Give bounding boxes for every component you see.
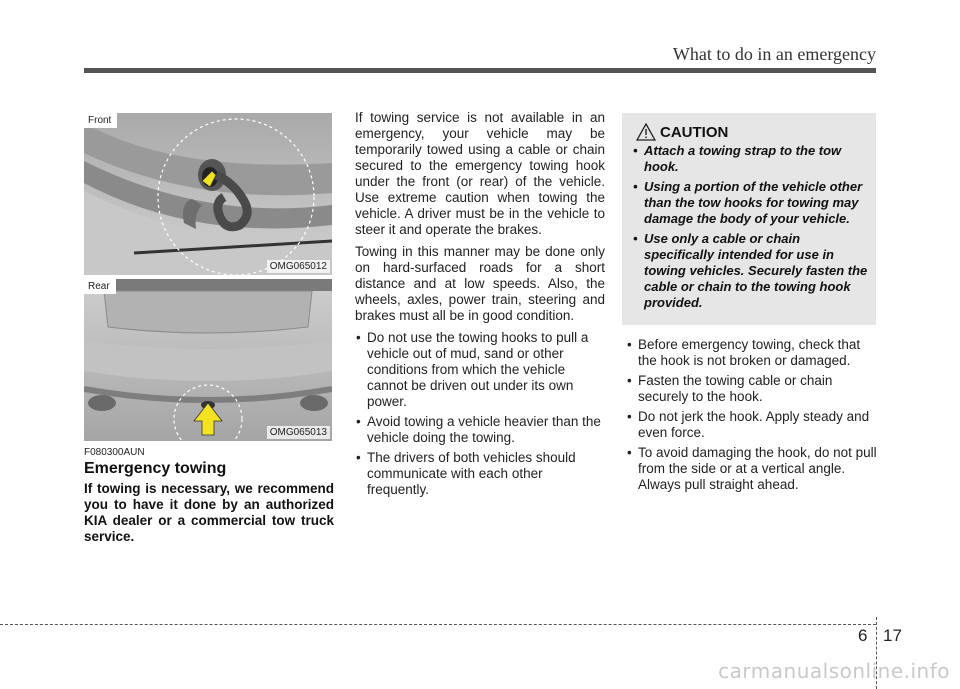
front-tow-hook-figure bbox=[84, 113, 332, 275]
list-item: • Attach a towing strap to the tow hook. bbox=[632, 143, 868, 175]
header-rule bbox=[84, 68, 876, 73]
list-item: • Fasten the towing cable or chain securely to the hook. bbox=[626, 373, 878, 405]
list-item: • Use only a cable or chain specifically intended for use in towing vehicles. Securely fasten the cable or chain to the towing hook provided. bbox=[632, 231, 868, 311]
list-item: • Using a portion of the vehicle other than the tow hooks for towing may damage the body of your vehicle. bbox=[632, 179, 868, 227]
rear-figure-code: OMG065013 bbox=[267, 426, 330, 439]
paragraph: Towing in this manner may be done only on hard-surfaced roads for a short distance and at low speeds. Also, the wheels, axles, power train, steering and brakes must all be in good condition. bbox=[355, 244, 605, 323]
chapter-number: 6 bbox=[858, 626, 868, 645]
footer-rule bbox=[0, 624, 876, 625]
front-label: Front bbox=[84, 113, 117, 128]
list-item: • Do not use the towing hooks to pull a vehicle out of mud, sand or other conditions from which the vehicle cannot be driven out under its own power. bbox=[355, 330, 605, 410]
front-bumper-illustration bbox=[84, 113, 332, 275]
page-number: 17 bbox=[883, 626, 902, 645]
page-header-title: What to do in an emergency bbox=[672, 44, 876, 64]
paragraph: If towing service is not available in an emergency, your vehicle may be temporarily towed using a cable or chain secured to the emergency towing hook under the front (or rear) of the vehicle. Use extreme caution when towing the vehicle. A driver must be in the vehicle to steer it and operate the brakes. bbox=[355, 110, 605, 237]
list-item: • Avoid towing a vehicle heavier than the vehicle doing the towing. bbox=[355, 414, 605, 446]
caution-title: CAUTION bbox=[660, 124, 729, 141]
rear-label: Rear bbox=[84, 279, 116, 294]
middle-column bbox=[355, 110, 605, 502]
watermark: carmanualsonline.info bbox=[718, 659, 950, 683]
warning-triangle-icon bbox=[636, 123, 656, 141]
right-bullet-list bbox=[626, 337, 878, 493]
list-item: • Before emergency towing, check that the hook is not broken or damaged. bbox=[626, 337, 878, 369]
caution-box bbox=[622, 113, 876, 325]
section-heading: Emergency towing bbox=[84, 460, 227, 477]
list-item: • To avoid damaging the hook, do not pull from the side or at a vertical angle. Always pull straight ahead. bbox=[626, 445, 878, 493]
rear-tow-hook-figure bbox=[84, 279, 332, 441]
list-item: • Do not jerk the hook. Apply steady and even force. bbox=[626, 409, 878, 441]
section-code: F080300AUN bbox=[84, 447, 145, 458]
right-column bbox=[626, 337, 878, 497]
caution-list bbox=[632, 143, 868, 315]
rear-bumper-illustration bbox=[84, 279, 332, 441]
list-item: • The drivers of both vehicles should communicate with each other frequently. bbox=[355, 450, 605, 498]
lead-paragraph: If towing is necessary, we recommend you to have it done by an authorized KIA dealer or a commercial tow truck service. bbox=[84, 481, 334, 544]
middle-bullet-list bbox=[355, 330, 605, 498]
front-figure-code: OMG065012 bbox=[267, 260, 330, 273]
